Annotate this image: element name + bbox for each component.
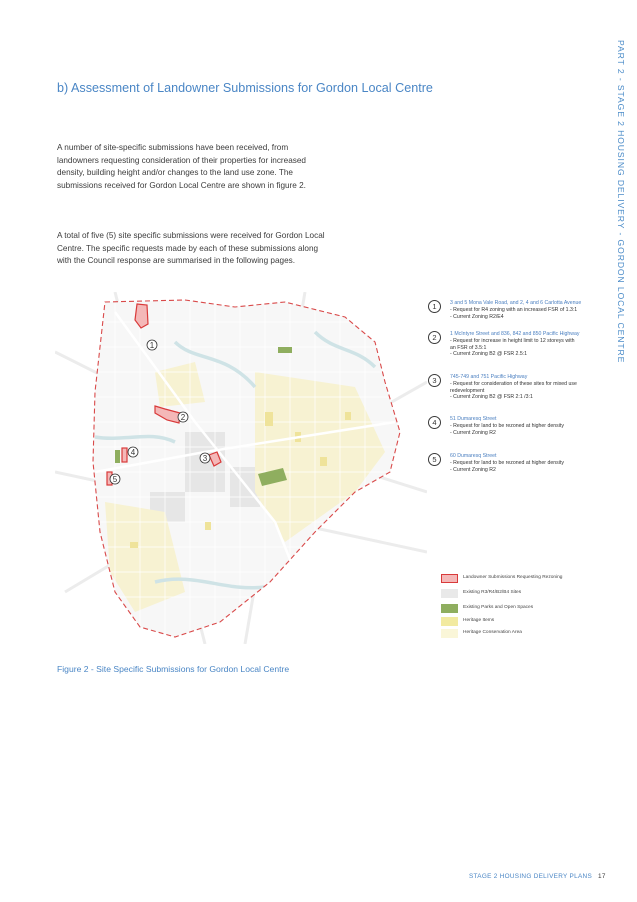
legend-swatch [441, 617, 458, 626]
page-number: 17 [598, 873, 606, 880]
side-section-tab: PART 2 - STAGE 2 HOUSING DELIVERY - GORDON LOCAL CENTRE [616, 40, 626, 364]
intro-paragraph: A number of site-specific submissions have been received, from landowners requesting consideration of their properties for increased density, building height and/or changes to the land use zone. The submissions received for Gordon Local Centre are shown in figure 2. [57, 143, 306, 190]
legend-item [441, 629, 611, 638]
legend-swatch [441, 629, 458, 638]
legend-item [441, 589, 611, 598]
map-marker-2 [178, 412, 188, 422]
summary-paragraph: A total of five (5) site specific submissions were received for Gordon Local Centre. The specific requests made by each of these submissions along with the Council response are summarised in the following pages. [57, 231, 325, 265]
submission-detail: - Request for land to be rezoned at higher density [450, 460, 564, 466]
legend-label: Landowner Submissions Requesting Rezoning [463, 575, 563, 580]
svg-text:1: 1 [149, 341, 155, 350]
submission-detail: - Request for land to be rezoned at higher density [450, 423, 564, 429]
map-marker-1 [147, 340, 157, 350]
legend-swatch [441, 604, 458, 613]
legend-item [441, 604, 611, 613]
legend-swatch [441, 574, 458, 583]
submission-detail: - Current Zoning B2 @ FSR 2.5:1 [450, 351, 528, 357]
submission-title: 60 Dumaresq Street [450, 453, 497, 459]
submission-detail: - Current Zoning R2/E4 [450, 313, 504, 320]
submission-title: 3 and 5 Mona Vale Road, and 2, 4 and 6 Carlotta Avenue [450, 300, 582, 306]
footer-title: STAGE 2 HOUSING DELIVERY PLANS [469, 873, 593, 880]
submission-detail: - Current Zoning R2 [450, 466, 496, 473]
submission-detail: - Request for increase in height limit to 12 storeys with [450, 338, 575, 344]
submission-detail: redevelopment [450, 387, 485, 394]
svg-text:4: 4 [130, 448, 136, 457]
submission-title: 1 McIntyre Street and 836, 842 and 850 Pacific Highway [450, 331, 580, 337]
submission-site-4 [122, 448, 127, 462]
submission-number: 1 [428, 300, 441, 313]
legend-label: Existing R3/R4/B2/B4 Sites [463, 590, 522, 595]
map-marker-4 [128, 447, 138, 457]
submission-detail: - Request for R4 zoning with an increased FSR of 1.3:1 [450, 307, 578, 313]
submission-detail: - Current Zoning R2 [450, 429, 496, 436]
figure-caption: Figure 2 - Site Specific Submissions for Gordon Local Centre [57, 664, 290, 674]
section-title: b) Assessment of Landowner Submissions for Gordon Local Centre [57, 81, 433, 95]
svg-text:5: 5 [112, 475, 118, 484]
svg-text:2: 2 [180, 413, 186, 422]
map-marker-5 [110, 474, 120, 484]
legend-label: Existing Parks and Open Spaces [463, 605, 534, 610]
legend-label: Heritage Items [463, 618, 495, 623]
submission-detail: - Current Zoning B2 @ FSR 2:1 /3:1 [450, 394, 533, 400]
map-marker-3 [200, 453, 210, 463]
submission-number: 3 [428, 374, 441, 387]
submission-detail: - Request for consideration of these sites for mixed use [450, 381, 577, 387]
site-map [55, 292, 427, 644]
legend-item [441, 617, 611, 626]
svg-text:3: 3 [202, 454, 208, 463]
submission-number: 5 [428, 453, 441, 466]
submission-number: 2 [428, 331, 441, 344]
legend-item [441, 574, 611, 583]
submission-title: 745-749 and 751 Pacific Highway [450, 374, 528, 380]
legend-swatch [441, 589, 458, 598]
legend-label: Heritage Conservation Area [463, 630, 522, 635]
submission-number: 4 [428, 416, 441, 429]
submission-detail: an FSR of 3.5:1 [450, 344, 487, 351]
submission-title: 51 Dumaresq Street [450, 416, 497, 422]
page-footer [469, 873, 606, 880]
